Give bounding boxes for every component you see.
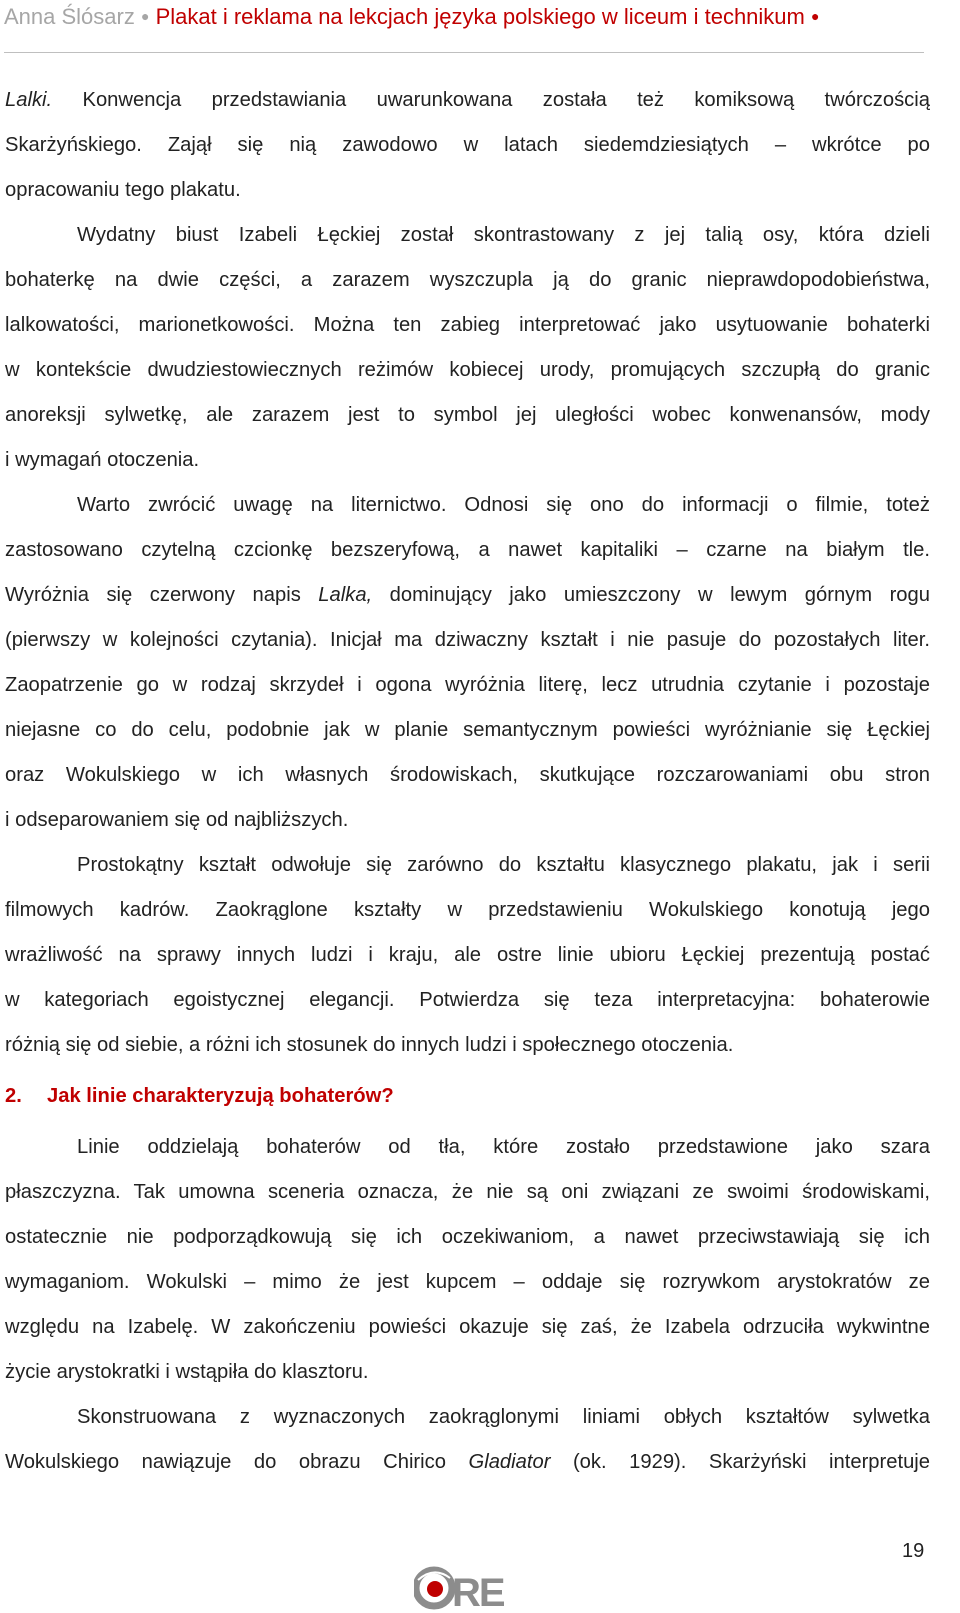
text-line: lalkowatości, marionetkowości. Można ten zabieg interpretować jako usytuowanie bohaterki [5, 314, 930, 336]
text-line: anoreksji sylwetkę, ale zarazem jest to symbol jej uległości wobec konwenansów, mody [5, 404, 930, 426]
text-span: Wokulskiego nawiązuje do obrazu Chirico [5, 1451, 446, 1473]
text-line: (pierwszy w kolejności czytania). Inicjał ma dziwaczny kształt i nie pasuje do pozostałych liter. [5, 629, 930, 651]
paragraph-start-line: Wydatny biust Izabeli Łęckiej został skontrastowany z jej talią osy, która dzieli [77, 224, 930, 246]
text-line [5, 573, 930, 618]
text-line: i odseparowaniem się od najbliższych. [5, 809, 349, 831]
text-line: niejasne co do celu, podobnie jak w planie semantycznym powieści wyróżnianie się Łęckiej [5, 719, 930, 741]
text-span: Konwencja przedstawiania uwarunkowana została też komiksową twórczością [52, 89, 930, 111]
italic-title: Lalki. [5, 89, 53, 111]
text-line: w kontekście dwudziestowiecznych reżimów kobiecej urody, promujących szczupłą do granic [5, 359, 930, 381]
header-title: Plakat i reklama na lekcjach języka polskiego w liceum i technikum [155, 4, 805, 29]
text-line: różnią się od siebie, a różni ich stosunek do innych ludzi i społecznego otoczenia. [5, 1034, 734, 1056]
separator-dot-icon: ● [810, 8, 820, 24]
text-line: wymaganiom. Wokulski – mimo że jest kupcem – oddaje się rozrywkom arystokratów ze [5, 1271, 930, 1293]
header-text [4, 2, 819, 31]
text-line: płaszczyzna. Tak umowna sceneria oznacza, że nie są oni związani ze swoimi środowiskami, [5, 1181, 930, 1203]
ore-logo [414, 1564, 524, 1612]
separator-dot-icon: ● [140, 8, 150, 24]
text-line: zastosowano czytelną czcionkę bezszeryfową, a nawet kapitaliki – czarne na białym tle. [5, 539, 930, 561]
paragraph-start-line: Warto zwrócić uwagę na liternictwo. Odnosi się ono do informacji o filmie, toteż [77, 494, 930, 516]
section-title: Jak linie charakteryzują bohaterów? [47, 1085, 394, 1107]
text-line: filmowych kadrów. Zaokrąglone kształty w przedstawieniu Wokulskiego konotują jego [5, 899, 930, 921]
text-span: dominujący jako umieszczony w lewym górnym rogu [389, 584, 930, 606]
page-number: 19 [902, 1540, 925, 1562]
text-line: bohaterkę na dwie części, a zarazem wyszczupla ją do granic nieprawdopodobieństwa, [5, 269, 930, 291]
text-span: (ok. 1929). Skarżyński interpretuje [572, 1451, 931, 1473]
text-line [5, 1440, 930, 1485]
page-header [0, 0, 960, 36]
text-line: opracowaniu tego plakatu. [5, 179, 241, 201]
text-line: Skarżyńskiego. Zajął się nią zawodowo w latach siedemdziesiątych – wkrótce po [5, 134, 930, 156]
italic-title: Lalka, [318, 584, 373, 606]
header-author: Anna Ślósarz [4, 4, 135, 29]
text-line: ostatecznie nie podporządkowują się ich oczekiwaniom, a nawet przeciwstawiają się ich [5, 1226, 930, 1248]
logo-letters: RE [452, 1571, 504, 1612]
paragraph-start-line: Prostokątny kształt odwołuje się zarówno do kształtu klasycznego plakatu, jak i serii [77, 854, 930, 876]
text-line: w kategoriach egoistycznej elegancji. Potwierdza się teza interpretacyjna: bohaterowie [5, 989, 930, 1011]
text-span: Wyróżnia się czerwony napis [5, 584, 301, 606]
header-divider [4, 52, 924, 53]
paragraph-start-line: Skonstruowana z wyznaczonych zaokrąglonymi liniami obłych kształtów sylwetka [77, 1406, 930, 1428]
text-line: względu na Izabelę. W zakończeniu powieści okazuje się zaś, że Izabela odrzuciła wykwintne [5, 1316, 930, 1338]
text-line: Zaopatrzenie go w rodzaj skrzydeł i ogona wyróżnia literę, lecz utrudnia czytanie i pozostaje [5, 674, 930, 696]
text-line: wrażliwość na sprawy innych ludzi i kraju, ale ostre linie ubioru Łęckiej prezentują postać [5, 944, 930, 966]
text-line: oraz Wokulskiego w ich własnych środowiskach, skutkujące rozczarowaniami obu stron [5, 764, 930, 786]
paragraph-start-line: Linie oddzielają bohaterów od tła, które zostało przedstawione jako szara [77, 1136, 930, 1158]
section-heading [5, 1068, 930, 1125]
section-number: 2. [5, 1085, 22, 1107]
text-line: i wymagań otoczenia. [5, 449, 200, 471]
text-line [5, 78, 930, 123]
italic-title: Gladiator [468, 1451, 551, 1473]
document-body [5, 78, 930, 1485]
text-line: życie arystokratki i wstąpiła do klasztoru. [5, 1361, 369, 1383]
